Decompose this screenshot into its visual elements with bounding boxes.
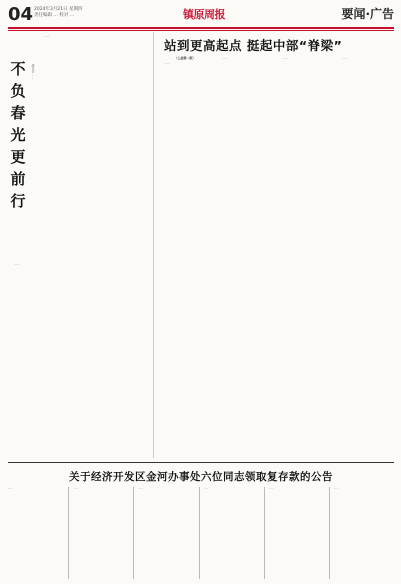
header-rule-thin <box>8 30 394 31</box>
left-article-byline: 通讯员 …… <box>31 64 35 80</box>
main-article-subhead: （上接第一版） <box>174 56 196 60</box>
header-editors: 责任编辑 … 校对 … <box>34 13 75 18</box>
left-title-char: 光 <box>10 126 26 144</box>
main-article-column-4 <box>336 56 394 458</box>
left-title-char: 春 <box>10 104 26 122</box>
left-article-column-2 <box>8 262 150 458</box>
notice-column: …… <box>138 487 199 579</box>
notice-column: …… <box>8 487 69 579</box>
notice-title: 关于经济开发区金河办事处六位同志领取复存款的公告 <box>69 471 333 483</box>
notice-column: …… <box>204 487 265 579</box>
main-article-column-2 <box>216 56 272 458</box>
notice-column: …… <box>269 487 330 579</box>
left-title-char: 不 <box>10 60 26 78</box>
left-article-title <box>9 58 27 212</box>
main-article-column-3 <box>276 56 332 458</box>
main-article-body: …… <box>164 61 170 66</box>
main-article-body: …… <box>222 56 228 60</box>
main-article-body: …… <box>282 56 288 60</box>
public-notice <box>8 462 394 581</box>
masthead: 镇原周报 <box>183 8 225 21</box>
main-article-body: …… <box>342 56 348 60</box>
column-divider <box>153 32 154 458</box>
header-rule <box>8 27 394 29</box>
page-number: 04 <box>8 4 34 25</box>
section-title: 要闻·广告 <box>341 7 394 21</box>
notice-column: …… <box>73 487 134 579</box>
header-date: 2024年3月21日 星期四 <box>34 7 83 12</box>
left-article-body-2: …… <box>14 262 20 266</box>
left-title-char: 行 <box>10 192 26 210</box>
left-title-char: 更 <box>10 148 26 166</box>
notice-column: …… <box>333 487 339 490</box>
left-title-char: 负 <box>10 82 26 100</box>
main-article-title: 站到更高起点 挺起中部“脊梁” <box>164 38 343 53</box>
left-title-char: 前 <box>10 170 26 188</box>
main-article-column-1 <box>158 56 212 458</box>
header-meta <box>34 7 82 19</box>
left-article-body: …… <box>44 34 50 38</box>
left-article-column-1 <box>38 34 150 260</box>
notice-columns <box>8 487 394 579</box>
